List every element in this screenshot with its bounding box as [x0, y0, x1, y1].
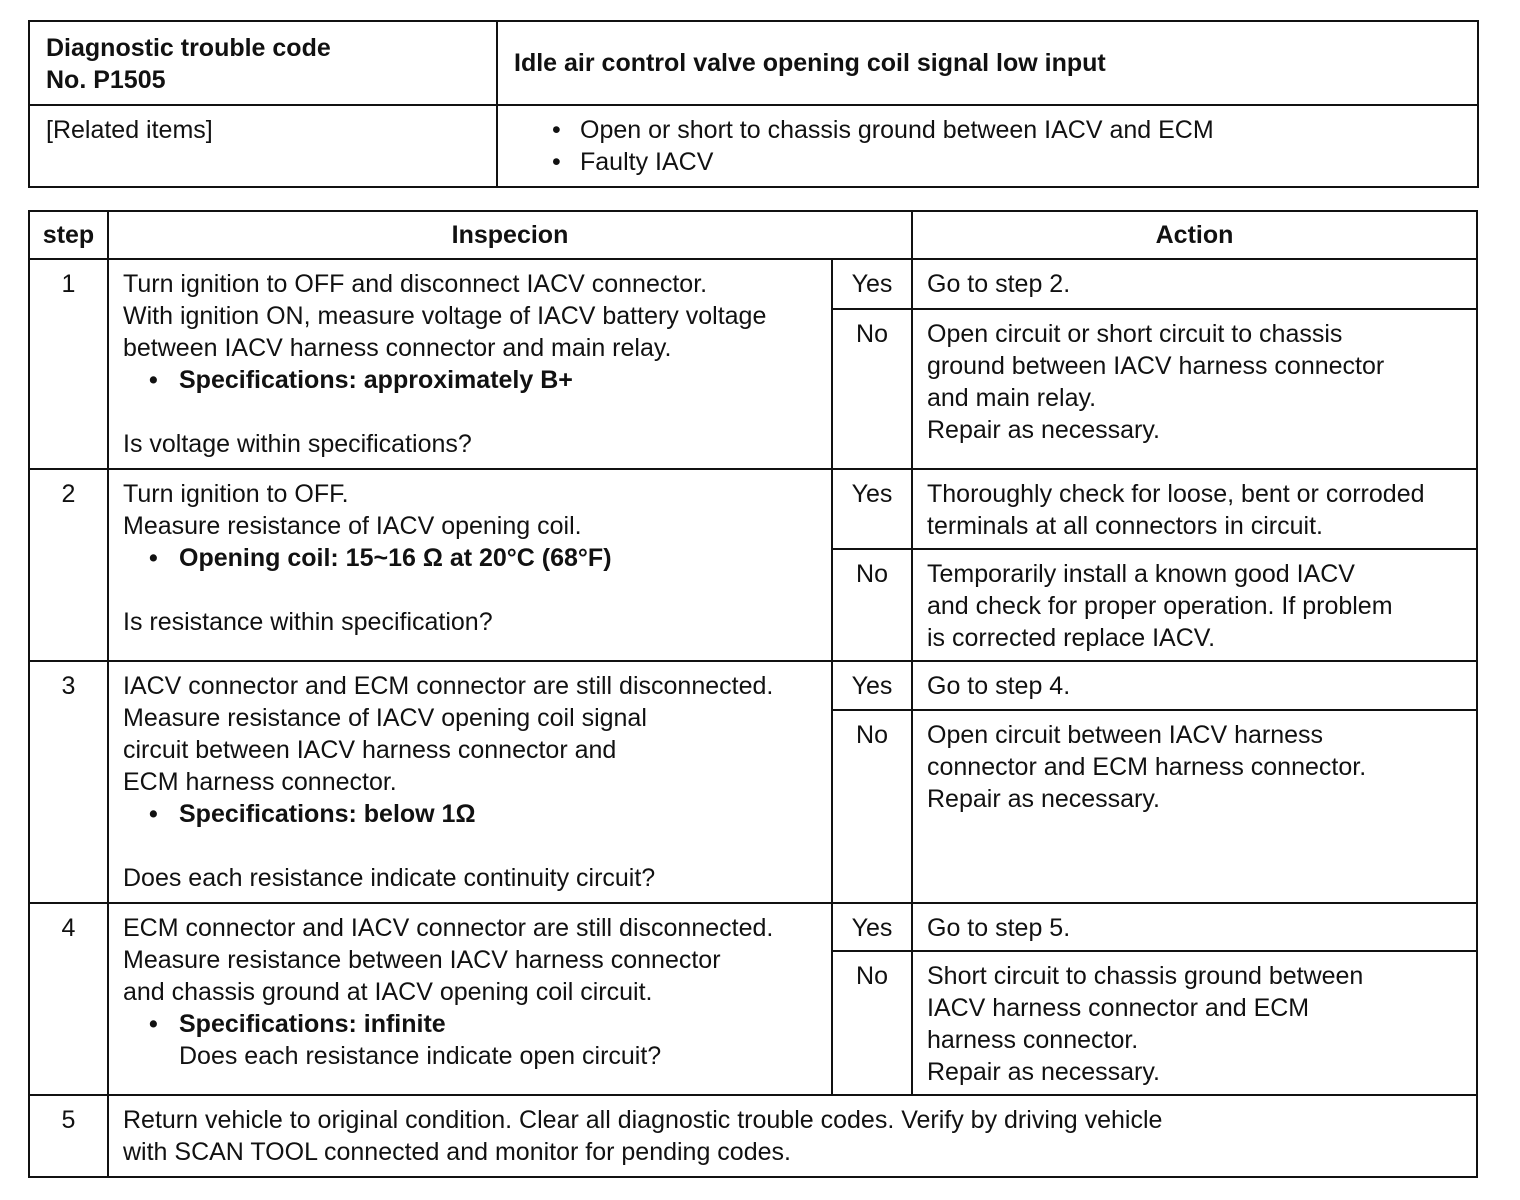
inspection-line: Measure resistance of IACV opening coil. [123, 512, 582, 540]
table-row [29, 259, 1477, 309]
related-items-list [514, 114, 1461, 178]
related-items-label: [Related items] [29, 105, 497, 187]
inspection-cell [108, 903, 832, 1095]
specification: • Specifications: below 1Ω [149, 800, 476, 828]
specification-text: Opening coil: 15~16 Ω at 20°C (68°F) [179, 544, 612, 572]
step-number: 1 [29, 259, 108, 469]
no-label: No [832, 710, 912, 903]
step-number: 3 [29, 661, 108, 903]
specification: • Specifications: infinite [149, 1010, 446, 1038]
yes-label: Yes [832, 661, 912, 710]
action-line: ground between IACV harness connector [927, 351, 1385, 380]
action-line: connector and ECM harness connector. [927, 753, 1367, 782]
inspection-question: Is resistance within specification? [123, 608, 493, 636]
inspection-line: with SCAN TOOL connected and monitor for pending codes. [123, 1138, 791, 1166]
diagnostic-steps-table [28, 210, 1478, 1178]
specification: • Specifications: approximately B+ [149, 366, 573, 394]
related-item: • Faulty IACV [552, 146, 1461, 178]
action-line: Repair as necessary. [927, 1058, 1160, 1086]
yes-label: Yes [832, 259, 912, 309]
dtc-code-number: No. P1505 [46, 66, 166, 94]
specification-text: Specifications: approximately B+ [179, 366, 573, 394]
related-item: • Open or short to chassis ground between IACV and ECM [552, 114, 1461, 146]
no-action [912, 309, 1477, 469]
yes-action: Go to step 4. [912, 661, 1477, 710]
action-line: and main relay. [927, 383, 1097, 412]
action-line: and check for proper operation. If problem [927, 592, 1393, 620]
action-line: harness connector. [927, 1026, 1139, 1054]
column-header-action: Action [912, 211, 1477, 259]
inspection-line: and chassis ground at IACV opening coil circuit. [123, 978, 653, 1006]
no-action [912, 549, 1477, 661]
inspection-question: Does each resistance indicate continuity circuit? [123, 864, 656, 892]
column-header-inspection: Inspecion [108, 211, 912, 259]
no-label: No [832, 549, 912, 661]
inspection-cell [108, 661, 832, 903]
action-line: Temporarily install a known good IACV [927, 560, 1355, 588]
yes-label: Yes [832, 469, 912, 549]
step-number: 4 [29, 903, 108, 1095]
action-line: Short circuit to chassis ground between [927, 962, 1364, 990]
dtc-header-table [28, 20, 1479, 188]
dtc-code-label: Diagnostic trouble code [46, 34, 331, 62]
no-action [912, 951, 1477, 1095]
yes-action [912, 469, 1477, 549]
no-action [912, 710, 1477, 903]
yes-label: Yes [832, 903, 912, 951]
inspection-line: Measure resistance of IACV opening coil signal [123, 704, 647, 732]
yes-action: Go to step 2. [912, 259, 1477, 309]
action-line: Repair as necessary. [927, 415, 1160, 444]
inspection-line: ECM harness connector. [123, 768, 397, 796]
inspection-question: Does each resistance indicate open circuit? [179, 1042, 662, 1070]
action-line: is corrected replace IACV. [927, 624, 1216, 652]
table-header-row [29, 211, 1477, 259]
step-number: 2 [29, 469, 108, 661]
action-line: IACV harness connector and ECM [927, 994, 1310, 1022]
no-label: No [832, 951, 912, 1095]
inspection-line: ECM connector and IACV connector are still disconnected. [123, 914, 774, 942]
related-items-cell [497, 105, 1478, 187]
inspection-cell [108, 1095, 1477, 1177]
inspection-line: Turn ignition to OFF. [123, 480, 349, 508]
dtc-code-cell [29, 21, 497, 105]
action-line: Thoroughly check for loose, bent or corroded [927, 480, 1425, 508]
table-row [29, 1095, 1477, 1177]
specification: • Opening coil: 15~16 Ω at 20°C (68°F) [149, 544, 612, 572]
inspection-line: Turn ignition to OFF and disconnect IACV connector. [123, 270, 708, 298]
specification-text: Specifications: infinite [179, 1010, 446, 1038]
inspection-line: IACV connector and ECM connector are still disconnected. [123, 672, 774, 700]
action-line: Open circuit between IACV harness [927, 721, 1324, 750]
action-line: terminals at all connectors in circuit. [927, 512, 1323, 540]
action-line: Repair as necessary. [927, 785, 1160, 814]
inspection-line: circuit between IACV harness connector and [123, 736, 617, 764]
inspection-question: Is voltage within specifications? [123, 430, 472, 458]
inspection-line: between IACV harness connector and main relay. [123, 334, 672, 362]
inspection-line: With ignition ON, measure voltage of IACV battery voltage [123, 302, 767, 330]
table-row [29, 661, 1477, 710]
inspection-cell [108, 469, 832, 661]
yes-action: Go to step 5. [912, 903, 1477, 951]
table-row [29, 469, 1477, 549]
specification-text: Specifications: below 1Ω [179, 800, 476, 828]
dtc-title: Idle air control valve opening coil signal low input [497, 21, 1478, 105]
column-header-step: step [29, 211, 108, 259]
table-row [29, 903, 1477, 951]
inspection-cell [108, 259, 832, 469]
no-label: No [832, 309, 912, 469]
inspection-line: Return vehicle to original condition. Clear all diagnostic trouble codes. Verify by driving vehicle [123, 1106, 1163, 1134]
inspection-line: Measure resistance between IACV harness connector [123, 946, 721, 974]
action-line: Open circuit or short circuit to chassis [927, 319, 1343, 348]
step-number: 5 [29, 1095, 108, 1177]
